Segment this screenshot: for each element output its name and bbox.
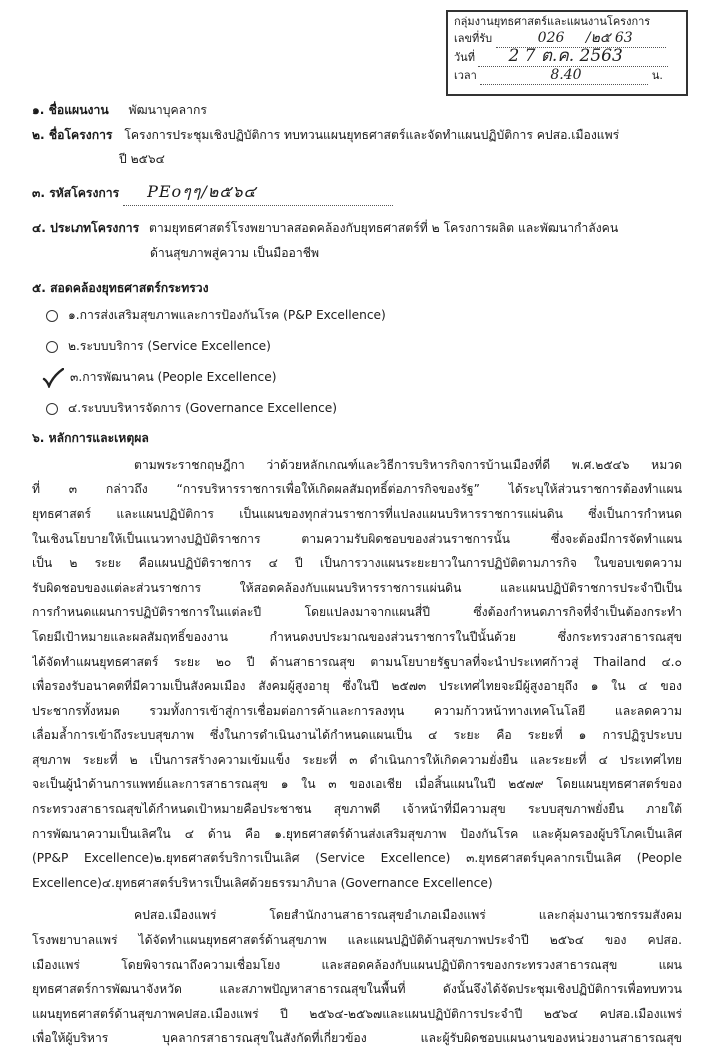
type-label: ๔. ประเภทโครงการ — [32, 221, 140, 236]
strategy-option-3-label: ๓.การพัฒนาคน (People Excellence) — [70, 370, 277, 385]
stamp-receive-no: 026 — [537, 30, 565, 46]
radio-circle-icon — [46, 403, 58, 415]
stamp-time-suffix: น. — [651, 69, 663, 82]
strategy-option-2 — [32, 331, 682, 362]
para1-line: การกำหนดแผนการปฏิบัติราชการในแต่ละปี โดยแปลงมาจากแผนสี่ปี ซึ่งต้องกำหนดภารกิจที่จำเป็นต้องกระทำ — [32, 605, 682, 620]
receipt-stamp — [446, 10, 688, 96]
para1-line: เลื่อมล้ำการเข้าถึงระบบสุขภาพ ซึ่งในการดำเนินงานได้กำหนดแผนเป็น ๔ ระยะ คือ ระยะที่ ๑ การปฏิรูประบบ — [32, 728, 682, 743]
type-value-cont: ด้านสุขภาพสู่ความ เป็นมืออาชีพ — [150, 245, 320, 260]
checkmark-icon — [42, 368, 64, 388]
strategy-option-2-label: ๒.ระบบบริการ (Service Excellence) — [68, 339, 271, 354]
para1-line: ได้จัดทำแผนยุทธศาสตร์ ระยะ ๒๐ ปี ด้านสาธารณสุข ตามนโยบายรัฐบาลที่จะนำประเทศก้าวสู่ Thailand ๔.๐ — [32, 654, 682, 669]
para1-line: Excellence)๔.ยุทธศาสตร์บริหารเป็นเลิศด้วยธรรมาภิบาล (Governance Excellence) — [32, 875, 493, 890]
project-label: ๒. ชื่อโครงการ — [32, 127, 113, 142]
principle-paragraph-2 — [32, 903, 682, 1051]
stamp-time-value: 8.40 — [550, 67, 582, 83]
plan-value: พัฒนาบุคลากร — [128, 103, 207, 117]
para2-line: โรงพยาบาลแพร่ ได้จัดทำแผนยุทธศาสตร์ด้านสุขภาพ และแผนปฏิบัติด้านสุขภาพประจำปี ๒๕๖๔ ของ คปสอ. — [32, 933, 682, 948]
stamp-date-row — [454, 48, 680, 67]
para1-line: ยุทธศาสตร์ และแผนปฏิบัติการ เป็นแผนของทุกส่วนราชการที่แปลงแผนบริหารราชการแผ่นดิน ซึ่งเป็นการกำหนด — [32, 506, 682, 521]
stamp-time-label: เวลา — [454, 69, 477, 82]
code-value: PEoๆๆ/๒๕๖๔ — [147, 181, 257, 201]
para1-line: สุขภาพ ระยะที่ ๒ เป็นการสร้างความเข้มแข็ง ระยะที่ ๓ ดำเนินการให้เกิดความยั่งยืน และระยะที่ ๔ ประเทศไทย — [32, 752, 682, 767]
code-label: ๓. รหัสโครงการ — [32, 185, 120, 200]
principle-label: ๖. หลักการและเหตุผล — [32, 431, 149, 446]
para1-line: เป็น ๒ ระยะ คือแผนปฏิบัติราชการ ๔ ปี เป็นการวางแผนระยะยาวในการปฏิบัติตามภารกิจ ในขอบเขตความ — [32, 556, 682, 571]
para1-line: ประชากรทั้งหมด รวมทั้งการเข้าสู่การเชื่อมต่อการค้าและการลงทุน ความก้าวหน้าทางเทคโนโลยี และลดความ — [32, 703, 682, 718]
para1-line: ที่ ๓ กล่าวถึง “การบริหารราชการเพื่อให้เกิดผลสัมฤทธิ์ต่อภารกิจของรัฐ” ได้ระบุให้ส่วนราชการต้องทำแผน — [32, 482, 682, 497]
strategy-label: ๕. สอดคล้องยุทธศาสตร์กระทรวง — [32, 280, 209, 295]
para2-line: แผนยุทธศาสตร์ด้านสุขภาพคปสอ.เมืองแพร่ ปี ๒๕๖๔-๒๕๖๗และแผนปฏิบัติการประจำปี ๒๕๖๔ คปสอ.เมืองแพร่ — [32, 1006, 682, 1021]
strategy-option-1-label: ๑.การส่งเสริมสุขภาพและการป้องกันโรค (P&P Excellence) — [68, 308, 386, 323]
radio-circle-icon — [46, 341, 58, 353]
stamp-time-row — [454, 67, 680, 85]
stamp-date-value: 2 7 ต.ค. 2563 — [508, 46, 623, 66]
document-body — [32, 98, 682, 1051]
stamp-receive-label: เลขที่รับ — [454, 32, 493, 45]
strategy-option-4 — [32, 393, 682, 424]
plan-row — [32, 98, 682, 123]
project-row — [32, 123, 682, 148]
stamp-title: กลุ่มงานยุทธศาสตร์และแผนงานโครงการ — [454, 15, 651, 28]
stamp-date-label: วันที่ — [454, 51, 475, 64]
strategy-option-4-label: ๔.ระบบบริหารจัดการ (Governance Excellence) — [68, 401, 338, 416]
project-value: โครงการประชุมเชิงปฏิบัติการ ทบทวนแผนยุทธศาสตร์และจัดทำแผนปฏิบัติการ คปสอ.เมืองแพร่ — [124, 127, 620, 142]
strategy-option-1 — [32, 300, 682, 331]
strategy-option-3 — [32, 362, 682, 393]
para2-line: เพื่อให้ผู้บริหาร บุคลากรสาธารณสุขในสังกัดที่เกี่ยวข้อง และผู้รับผิดชอบแผนงานของหน่วยงานสาธารณสุข — [32, 1031, 682, 1046]
type-value: ตามยุทธศาสตร์โรงพยาบาลสอดคล้องกับยุทธศาสตร์ที่ ๒ โครงการผลิต และพัฒนากำลังคน — [149, 221, 619, 236]
radio-circle-icon — [46, 310, 58, 322]
project-value-cont: ปี ๒๕๖๔ — [119, 152, 165, 167]
para2-line: ยุทธศาสตร์การพัฒนาจังหวัด และสภาพปัญหาสาธารณสุขในพื้นที่ ดังนั้นจึงได้จัดประชุมเชิงปฏิบัติการเพื่อทบทวน — [32, 982, 682, 997]
type-row — [32, 216, 682, 241]
para1-line: จะเป็นผู้นำด้านการแพทย์และการสาธารณสุข ๑ ใน ๓ ของเอเชีย เมื่อสิ้นแผนในปี ๒๕๗๙ โดยแผนยุทธศาสตร์ของ — [32, 777, 682, 792]
para1-line: รับผิดชอบของแต่ละส่วนราชการ ให้สอดคล้องกับแผนบริหารราชการแผ่นดิน และแผนปฏิบัติราชการประจำปีเป็น — [32, 580, 682, 595]
plan-label: ๑. ชื่อแผนงาน — [32, 103, 109, 117]
para1-line: โดยมีเป้าหมายและผลสัมฤทธิ์ของงาน กำหนดงบประมาณของส่วนราชการในปีนั้นด้วย ซึ่งกระทรวงสาธารณสุข — [32, 629, 682, 644]
stamp-receive-suffix: /๒๕ 63 — [585, 30, 633, 46]
code-row — [32, 180, 682, 207]
para2-line: เมืองแพร่ โดยพิจารณาถึงความเชื่อมโยง และสอดคล้องกับแผนปฏิบัติการของกระทรวงสาธารณสุข แผน — [32, 957, 682, 972]
para1-line: กระทรวงสาธารณสุขได้กำหนดเป้าหมายคือประชาชน สุขภาพดี เจ้าหน้าที่มีความสุข ระบบสุขภาพยั่งยืน ภายใต้ — [32, 802, 682, 817]
para1-line: ตามพระราชกฤษฎีกา ว่าด้วยหลักเกณฑ์และวิธีการบริหารกิจการบ้านเมืองที่ดี พ.ศ.๒๕๔๖ หมวด — [134, 457, 682, 472]
para2-line: คปสอ.เมืองแพร่ โดยสำนักงานสาธารณสุขอำเภอเมืองแพร่ และกลุ่มงานเวชกรรมสังคม — [134, 908, 682, 923]
para1-line: การพัฒนาความเป็นเลิศใน ๔ ด้าน คือ ๑.ยุทธศาสตร์ด้านส่งเสริมสุขภาพ ป้องกันโรค และคุ้มครองผู้บริโภคเป็นเลิศ — [32, 826, 682, 841]
principle-paragraph-1 — [32, 453, 682, 896]
para1-line: เพื่อรองรับอนาคตที่มีความเป็นสังคมเมือง สังคมผู้สูงอายุ ซึ่งในปี ๒๕๗๓ ประเทศไทยจะมีผู้สูงอายุถึง ๑ ใน ๔ ของ — [32, 679, 682, 694]
para1-line: ในเชิงนโยบายให้เป็นแนวทางปฏิบัติราชการ ตามความรับผิดชอบของส่วนราชการนั้น ซึ่งจะต้องมีการจัดทำแผน — [32, 531, 682, 546]
para1-line: (PP&P Excellence)๒.ยุทธศาสตร์บริการเป็นเลิศ (Service Excellence) ๓.ยุทธศาสตร์บุคลากรเป็นเลิศ (People — [32, 851, 682, 866]
